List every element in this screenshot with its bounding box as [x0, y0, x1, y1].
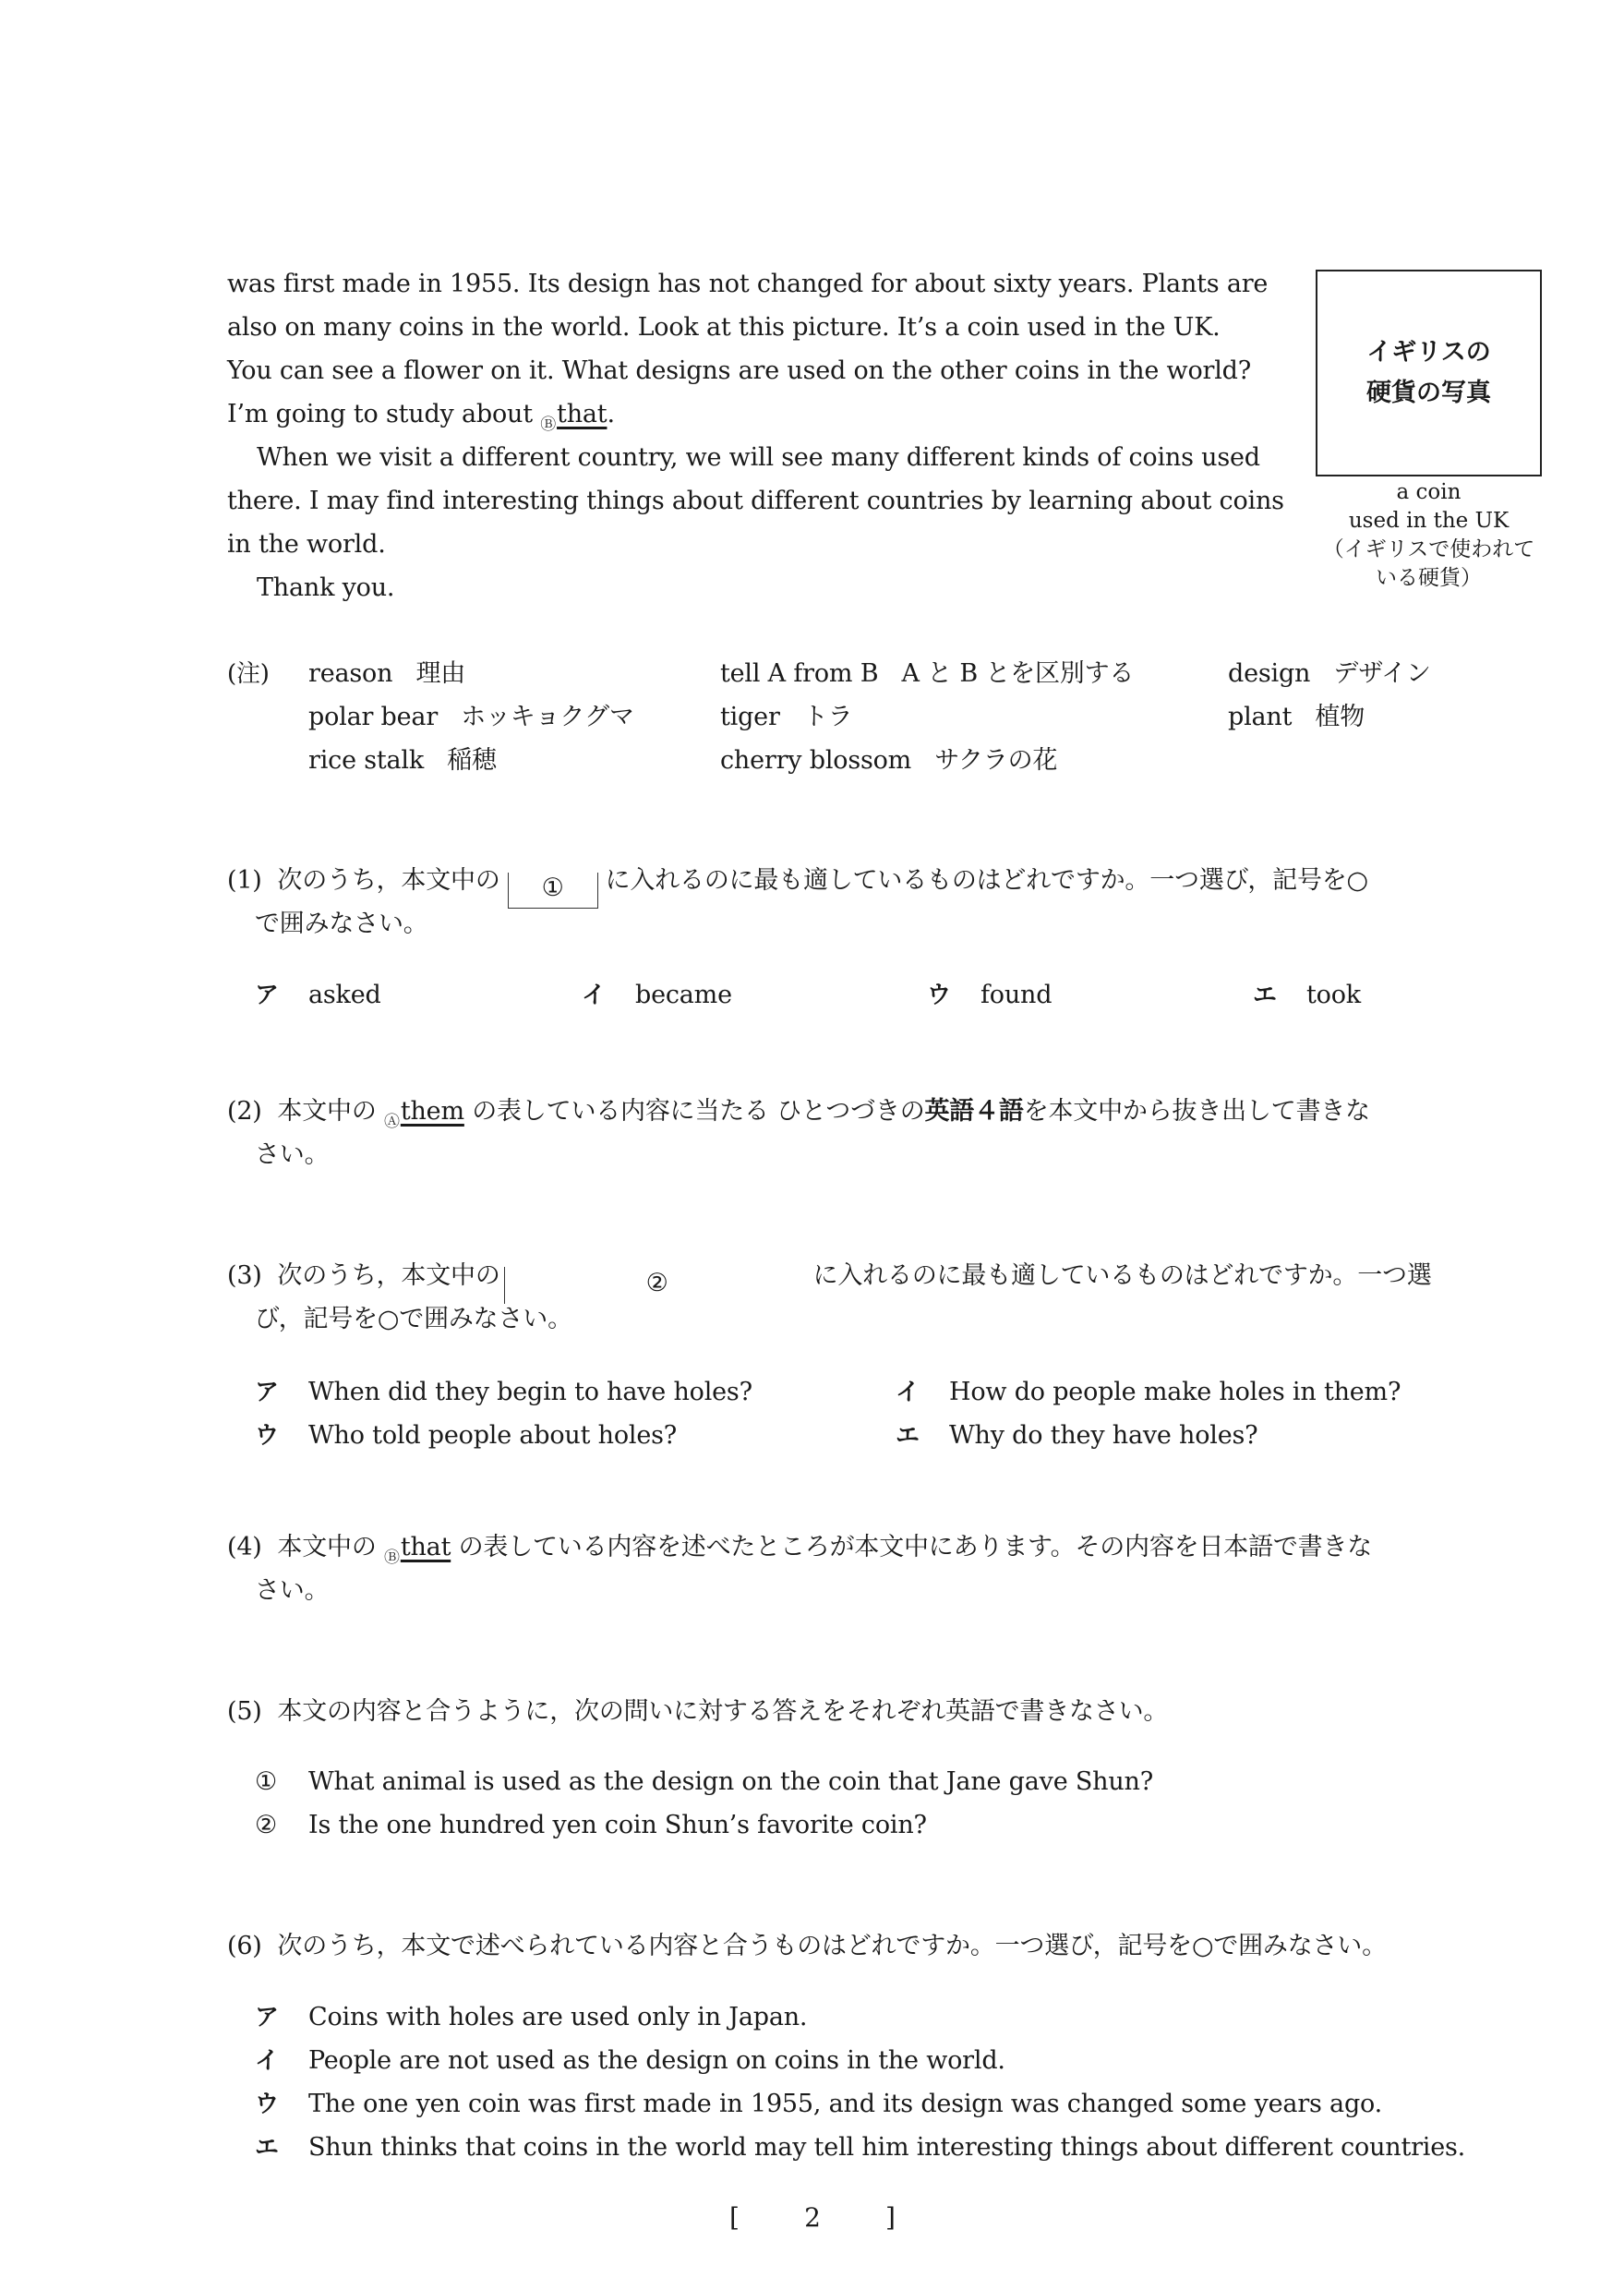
- q4-number: (4): [227, 1533, 262, 1561]
- note-rice-stalk: rice stalk 稲穂: [308, 746, 497, 775]
- note-cherry-blossom: cherry blossom サクラの花: [720, 746, 1058, 775]
- question-3: (3) 次のうち，本文中の ② に入れるのに最も適しているものはどれですか。一つ選: [227, 1261, 1432, 1304]
- q2-number: (2): [227, 1097, 262, 1126]
- marker-b: Ⓑ: [384, 1549, 400, 1567]
- blank-1: ①: [508, 873, 598, 909]
- photo-placeholder: [1316, 270, 1542, 476]
- q6-option-a[interactable]: ア Coins with holes are used only in Japan.: [255, 2003, 808, 2031]
- underlined-that: that: [400, 1533, 451, 1561]
- note-design: design デザイン: [1228, 659, 1431, 688]
- q5-item-1: ① What animal is used as the design on the coin that Jane gave Shun?: [255, 1767, 1154, 1796]
- note-polar-bear: polar bear ホッキョクグマ: [308, 703, 634, 731]
- note-plant: plant 植物: [1228, 703, 1365, 731]
- underlined-them: them: [400, 1097, 464, 1126]
- q1-number: (1): [227, 866, 262, 895]
- q6-option-e[interactable]: エ Shun thinks that coins in the world may tell him interesting things about different countries.: [255, 2133, 1466, 2162]
- question-2-cont: さい。: [255, 1140, 330, 1169]
- question-6: (6) 次のうち，本文で述べられている内容と合うものはどれですか。一つ選び，記号を○で囲みなさい。: [227, 1932, 1387, 1960]
- question-2: (2) 本文中の Ⓐthem の表している内容に当たる ひとつづきの英語４語を本文中から抜き出して書きな: [227, 1097, 1370, 1137]
- bracket-open: [: [729, 2202, 740, 2233]
- caption-line-4: いる硬貨）: [1376, 566, 1482, 590]
- bracket-close: ]: [885, 2202, 896, 2233]
- q5-item-2: ② Is the one hundred yen coin Shun’s favorite coin?: [255, 1811, 927, 1839]
- page-number: [729, 2202, 896, 2233]
- q1-option-u[interactable]: ウ found: [927, 981, 1053, 1009]
- q3-option-u[interactable]: ウ Who told people about holes?: [255, 1421, 678, 1450]
- marker-b: Ⓑ: [540, 416, 557, 434]
- passage-line-6: there. I may find interesting things about different countries by learning about coins: [227, 487, 1284, 515]
- passage-line-4: [227, 400, 1298, 440]
- q1-option-i[interactable]: イ became: [582, 981, 732, 1009]
- question-5: (5) 本文の内容と合うように，次の問いに対する答えをそれぞれ英語で書きなさい。: [227, 1697, 1169, 1726]
- q6-option-i[interactable]: イ People are not used as the design on coins in the world.: [255, 2046, 1005, 2075]
- question-1: (1) 次のうち，本文中の ① に入れるのに最も適しているものはどれですか。一つ選び，記号を○: [227, 866, 1368, 909]
- question-3-cont: び，記号を○で囲みなさい。: [255, 1305, 572, 1333]
- passage-line-3: You can see a flower on it. What designs are used on the other coins in the world?: [227, 356, 1252, 385]
- bold-four-words: 英語４語: [924, 1097, 1024, 1126]
- passage-line-2: also on many coins in the world. Look at this picture. It’s a coin used in the UK.: [227, 313, 1221, 342]
- caption-line-1: a coin: [1396, 480, 1462, 504]
- photo-label-2: 硬貨の写真: [1366, 379, 1491, 407]
- q3-number: (3): [227, 1261, 262, 1290]
- page-number-value: 2: [804, 2202, 821, 2233]
- q5-number: (5): [227, 1697, 262, 1726]
- q6-option-u[interactable]: ウ The one yen coin was first made in 1955, and its design was changed some years ago.: [255, 2090, 1383, 2118]
- q1-option-e[interactable]: エ took: [1253, 981, 1361, 1009]
- q6-number: (6): [227, 1932, 262, 1960]
- q3-option-e[interactable]: エ Why do they have holes?: [896, 1421, 1258, 1450]
- blank-2: ②: [504, 1267, 810, 1304]
- question-4-cont: さい。: [255, 1576, 330, 1605]
- period: .: [607, 400, 615, 428]
- caption-line-2: used in the UK: [1348, 509, 1510, 533]
- passage-line-1: was first made in 1955. Its design has not changed for about sixty years. Plants are: [227, 270, 1269, 298]
- photo-caption: [1306, 478, 1551, 593]
- question-1-cont: で囲みなさい。: [255, 910, 428, 938]
- passage-line-4-text: I’m going to study about: [227, 400, 541, 428]
- q3-option-i[interactable]: イ How do people make holes in them?: [896, 1378, 1401, 1406]
- notes-label: (注): [227, 660, 270, 688]
- q1-option-a[interactable]: ア asked: [255, 981, 381, 1009]
- photo-label-1: イギリスの: [1366, 338, 1491, 367]
- note-tiger: tiger トラ: [720, 703, 853, 731]
- marker-a: Ⓐ: [384, 1113, 400, 1131]
- underlined-that: that: [557, 400, 607, 428]
- note-reason: reason 理由: [308, 659, 466, 688]
- passage-line-7: in the world.: [227, 530, 386, 559]
- question-4: (4) 本文中の Ⓑthat の表している内容を述べたところが本文中にあります。その内容を日本語で書きな: [227, 1533, 1372, 1573]
- q3-option-a[interactable]: ア When did they begin to have holes?: [255, 1378, 752, 1406]
- caption-line-3: （イギリスで使われて: [1322, 537, 1535, 561]
- passage-line-5: When we visit a different country, we will see many different kinds of coins used: [257, 443, 1260, 472]
- note-tell-a-from-b: tell A from B A と B とを区別する: [720, 659, 1135, 688]
- passage-line-8: Thank you.: [257, 573, 395, 602]
